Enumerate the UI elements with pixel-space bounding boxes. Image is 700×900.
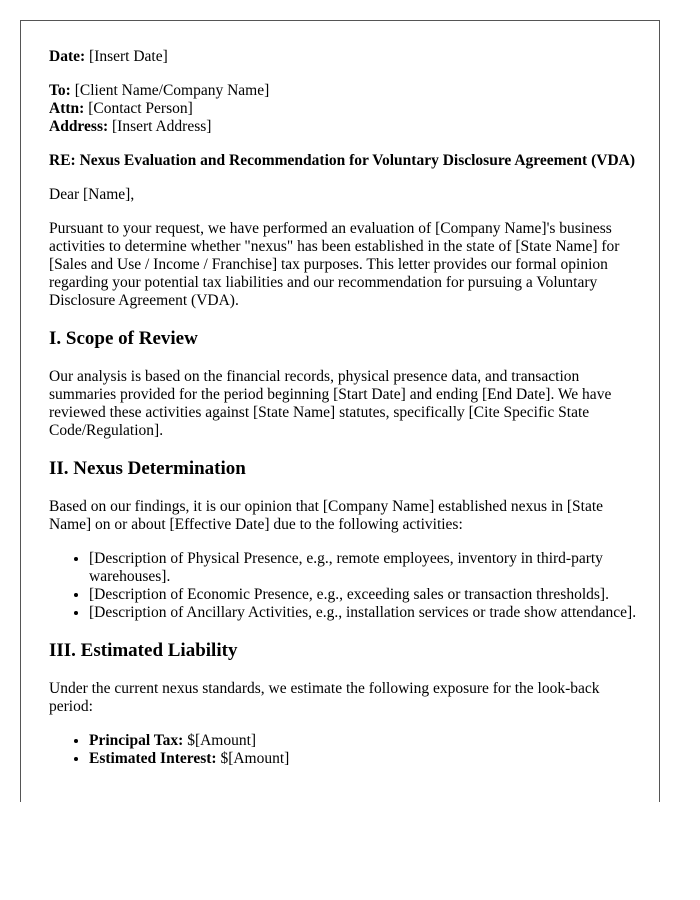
recipient-block [49,82,639,136]
address-line [49,118,639,136]
attn-line [49,100,639,118]
to-value: [Client Name/Company Name] [74,82,270,99]
attn-value: [Contact Person] [88,100,193,117]
subject-line [49,152,639,170]
section-heading-scope: I. Scope of Review [49,328,198,349]
date-value: [Insert Date] [89,48,168,65]
date-label: Date: [49,48,86,65]
attn-label: Attn: [49,100,85,117]
salutation: Dear [Name], [49,186,135,203]
date-line [49,48,639,66]
address-value: [Insert Address] [112,118,212,135]
list-item: • [Description of Physical Presence, e.g., remote employees, inventory in third-party warehouses]. [89,550,639,586]
list-item: • [Description of Economic Presence, e.g., exceeding sales or transaction thresholds]. [89,586,639,604]
section-heading-liability: III. Estimated Liability [49,640,238,661]
address-label: Address: [49,118,109,135]
interest-value: $[Amount] [220,750,290,767]
letter-content [49,48,639,768]
to-label: To: [49,82,71,99]
list-item [89,732,639,750]
principal-tax-label: Principal Tax: [89,732,184,749]
list-item: • [Description of Ancillary Activities, e.g., installation services or trade show attendance]. [89,604,639,622]
section-body-nexus: Based on our findings, it is our opinion that [Company Name] established nexus in [State Name] on or about [Effective Date] due to the following activities: [49,498,604,533]
section-body-liability: Under the current nexus standards, we estimate the following exposure for the look-back period: [49,680,600,715]
section-body-scope: Our analysis is based on the financial records, physical presence data, and transaction summaries provided for the period beginning [Start Date] and ending [End Date]. We have reviewed these activities against [State Name] statutes, specifically [Cite Specific State Code/Regulation]. [49,368,612,439]
subject-text: RE: Nexus Evaluation and Recommendation for Voluntary Disclosure Agreement (VDA) [49,152,635,169]
list-item [89,750,639,768]
letter-page [20,20,660,802]
principal-tax-value: $[Amount] [187,732,257,749]
liability-list [49,732,639,768]
to-line [49,82,639,100]
section-heading-nexus: II. Nexus Determination [49,458,246,479]
nexus-activity-list [49,550,639,622]
interest-label: Estimated Interest: [89,750,217,767]
intro-paragraph: Pursuant to your request, we have performed an evaluation of [Company Name]'s business activities to determine whether "nexus" has been established in the state of [State Name] for [Sales and Use / Income / Franchise] tax purposes. This letter provides our formal opinion regarding your potential tax liabilities and our recommendation for pursuing a Voluntary Disclosure Agreement (VDA). [49,220,620,309]
